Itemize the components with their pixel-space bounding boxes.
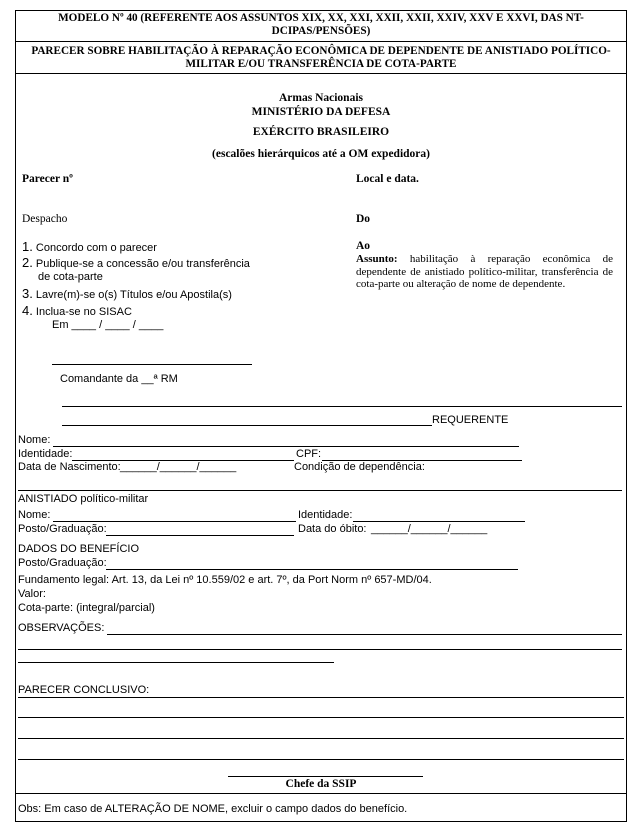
assunto-label: Assunto: [356,253,398,265]
anistiado-title: ANISTIADO político-militar [18,493,149,505]
anistiado-identidade-label: Identidade: [298,509,353,521]
despacho-item-4 [22,304,132,319]
conclusivo-line-4[interactable] [18,759,624,760]
fundamento-legal: Fundamento legal: Art. 13, da Lei nº 10.559/02 e art. 7º, da Port Norm nº 657-MD/04. [18,574,432,586]
divider-line [62,406,622,407]
valor-label: Valor: [18,588,46,600]
despacho-item-3 [22,287,232,302]
section-divider [18,490,622,491]
identidade-label: Identidade: [18,448,73,460]
item-text: Lavre(m)-se o(s) Títulos e/ou Apostila(s) [35,289,232,301]
item-number: 1. [22,239,33,254]
observacoes-line-3[interactable] [18,662,334,663]
requerente-line [62,425,432,426]
anistiado-nome-label: Nome: [18,509,51,521]
comandante-label: Comandante da __ª RM [60,373,178,385]
footer-obs: Obs: Em caso de ALTERAÇÃO DE NOME, excluir o campo dados do benefício. [18,803,408,815]
em-date-label: Em ____ / ____ / ____ [52,319,164,331]
observacoes-line-1[interactable] [107,634,622,635]
ao-label: Ao [356,240,371,252]
conclusivo-line-1[interactable] [18,697,624,698]
despacho-item-1 [22,240,157,255]
footer-divider [16,793,626,794]
anistiado-posto-label: Posto/Graduação: [18,523,107,535]
org-line-armas: Armas Nacionais [278,92,363,104]
org-line-ministerio: MINISTÉRIO DA DEFESA [251,106,391,118]
nascimento-label: Data de Nascimento: [18,461,121,473]
item-number: 4. [22,303,33,318]
item-text: Concordo com o parecer [35,242,157,254]
item-number: 3. [22,286,33,301]
cpf-label: CPF: [296,448,322,460]
org-line-escaloes: (escalões hierárquicos até a OM expedidora) [212,148,430,160]
do-label: Do [356,213,371,225]
anistiado-posto-field[interactable] [106,535,294,536]
despacho-label: Despacho [22,213,68,225]
beneficio-posto-label: Posto/Graduação: [18,557,107,569]
nome-label: Nome: [18,434,51,446]
comandante-signature-line [52,364,252,365]
item-number: 2. [22,255,33,270]
despacho-item-2 [22,256,250,271]
nascimento-field[interactable]: ______/______/______ [120,461,237,473]
observacoes-label: OBSERVAÇÕES: [18,622,105,634]
beneficio-posto-field[interactable] [106,569,518,570]
form-title: PARECER SOBRE HABILITAÇÃO À REPARAÇÃO ECONÔMICA DE DEPENDENTE DE ANISTIADO POLÍTICO-MILITAR E/OU TRANSFERÊNCIA DE COTA-PARTE [16,41,626,74]
chefe-ssip-label: Chefe da SSIP [285,778,357,790]
assunto-text: habilitação à reparação econômica de dependente de anistiado político-militar, transferência de cota-parte ou alteração de nome de dependente. [356,253,614,290]
org-line-exercito: EXÉRCITO BRASILEIRO [252,126,390,138]
cota-parte-label: Cota-parte: (integral/parcial) [18,602,155,614]
nome-field[interactable] [53,446,519,447]
model-title: MODELO Nº 40 (REFERENTE AOS ASSUNTOS XIX, XX, XXI, XXII, XXII, XXIV, XXV E XXVI, DAS NT-DCIPAS/PENSÕES) [58,12,584,37]
parecer-conclusivo-label: PARECER CONCLUSIVO: [18,684,150,696]
assunto-paragraph [356,253,613,291]
condicao-label: Condição de dependência: [294,461,425,473]
beneficio-title: DADOS DO BENEFÍCIO [18,543,140,555]
observacoes-line-2[interactable] [18,649,622,650]
parecer-number-label: Parecer nº [22,173,73,185]
anistiado-obito-field[interactable]: ______/______/______ [371,523,488,535]
local-data-label: Local e data. [356,173,419,185]
requerente-label: REQUERENTE [432,414,509,426]
conclusivo-line-2[interactable] [18,717,624,718]
form-frame [15,10,627,822]
despacho-item-2-continuation: de cota-parte [38,271,103,283]
conclusivo-line-3[interactable] [18,738,624,739]
item-text: Inclua-se no SISAC [35,306,132,318]
item-text: Publique-se a concessão e/ou transferência [35,258,250,270]
anistiado-obito-label: Data do óbito: [298,523,367,535]
